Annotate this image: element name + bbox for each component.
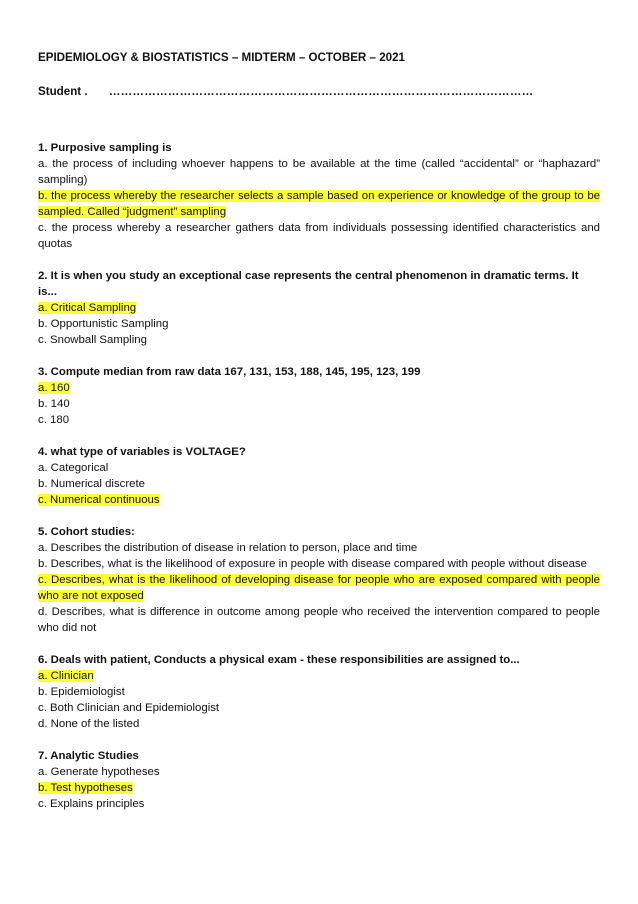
answer-option-text: c. Explains principles xyxy=(38,798,145,810)
answer-option-text: a. the process of including whoever happens to be available at the time (called “accidental” or “haphazard” sampling) xyxy=(38,158,600,186)
answer-option xyxy=(38,396,600,412)
answer-option-text: c. Numerical continuous xyxy=(38,494,160,506)
question-block xyxy=(38,444,600,508)
answer-option-text: b. Describes, what is the likelihood of exposure in people with disease compared with people without disease xyxy=(38,558,587,570)
answer-option-text: a. 160 xyxy=(38,382,70,394)
answer-option-text: a. Generate hypotheses xyxy=(38,766,160,778)
question-list xyxy=(38,140,600,812)
answer-option-text: b. 140 xyxy=(38,398,70,410)
question-text: 7. Analytic Studies xyxy=(38,750,139,762)
answer-option-text: a. Describes the distribution of disease in relation to person, place and time xyxy=(38,542,418,554)
answer-option xyxy=(38,556,600,572)
answer-option xyxy=(38,412,600,428)
student-line xyxy=(38,84,600,100)
question-text: 6. Deals with patient, Conducts a physical exam - these responsibilities are assigned to... xyxy=(38,654,520,666)
highlighted-answer-option xyxy=(38,492,600,508)
question-text: 3. Compute median from raw data 167, 131, 153, 188, 145, 195, 123, 199 xyxy=(38,366,421,378)
answer-option xyxy=(38,220,600,252)
answer-option xyxy=(38,700,600,716)
answer-option-text: b. Test hypotheses xyxy=(38,782,133,794)
answer-option-text: c. Both Clinician and Epidemiologist xyxy=(38,702,220,714)
answer-option xyxy=(38,332,600,348)
question-text: 1. Purposive sampling is xyxy=(38,142,172,154)
question-block xyxy=(38,140,600,252)
answer-option xyxy=(38,796,600,812)
highlighted-answer-option xyxy=(38,668,600,684)
exam-page xyxy=(38,50,600,828)
highlighted-answer-option xyxy=(38,188,600,220)
answer-option xyxy=(38,476,600,492)
answer-option-text: b. Opportunistic Sampling xyxy=(38,318,169,330)
student-label: Student . xyxy=(38,85,88,98)
answer-option xyxy=(38,156,600,188)
answer-option-text: c. Snowball Sampling xyxy=(38,334,147,346)
student-name-field: ……………………………………………………………………………………………… xyxy=(108,85,534,98)
answer-option-text: b. Numerical discrete xyxy=(38,478,145,490)
question-block xyxy=(38,364,600,428)
highlighted-answer-option xyxy=(38,780,600,796)
answer-option xyxy=(38,764,600,780)
question-block xyxy=(38,524,600,636)
answer-option xyxy=(38,604,600,636)
answer-option-text: a. Categorical xyxy=(38,462,109,474)
question-block xyxy=(38,268,600,348)
answer-option xyxy=(38,684,600,700)
answer-option-text: d. Describes, what is difference in outcome among people who received the intervention compared to people who did not xyxy=(38,606,600,634)
answer-option xyxy=(38,540,600,556)
highlighted-answer-option xyxy=(38,380,600,396)
answer-option xyxy=(38,316,600,332)
answer-option xyxy=(38,460,600,476)
answer-option xyxy=(38,716,600,732)
exam-title: EPIDEMIOLOGY & BIOSTATISTICS – MIDTERM – OCTOBER – 2021 xyxy=(38,51,405,64)
highlighted-answer-option xyxy=(38,572,600,604)
question-block xyxy=(38,748,600,812)
highlighted-answer-option xyxy=(38,300,600,316)
question-text: 4. what type of variables is VOLTAGE? xyxy=(38,446,246,458)
answer-option-text: d. None of the listed xyxy=(38,718,140,730)
question-text: 5. Cohort studies: xyxy=(38,526,135,538)
answer-option-text: a. Clinician xyxy=(38,670,94,682)
answer-option-text: c. Describes, what is the likelihood of developing disease for people who are exposed compared with people who are not exposed xyxy=(38,574,600,602)
answer-option-text: a. Critical Sampling xyxy=(38,302,137,314)
answer-option-text: b. Epidemiologist xyxy=(38,686,125,698)
answer-option-text: b. the process whereby the researcher selects a sample based on experience or knowledge of the group to be sampled. Called “judgment” sampling xyxy=(38,190,600,218)
answer-option-text: c. 180 xyxy=(38,414,70,426)
question-block xyxy=(38,652,600,732)
question-text: 2. It is when you study an exceptional case represents the central phenomenon in dramatic terms. It is... xyxy=(38,270,579,298)
answer-option-text: c. the process whereby a researcher gathers data from individuals possessing identified characteristics and quotas xyxy=(38,222,600,250)
